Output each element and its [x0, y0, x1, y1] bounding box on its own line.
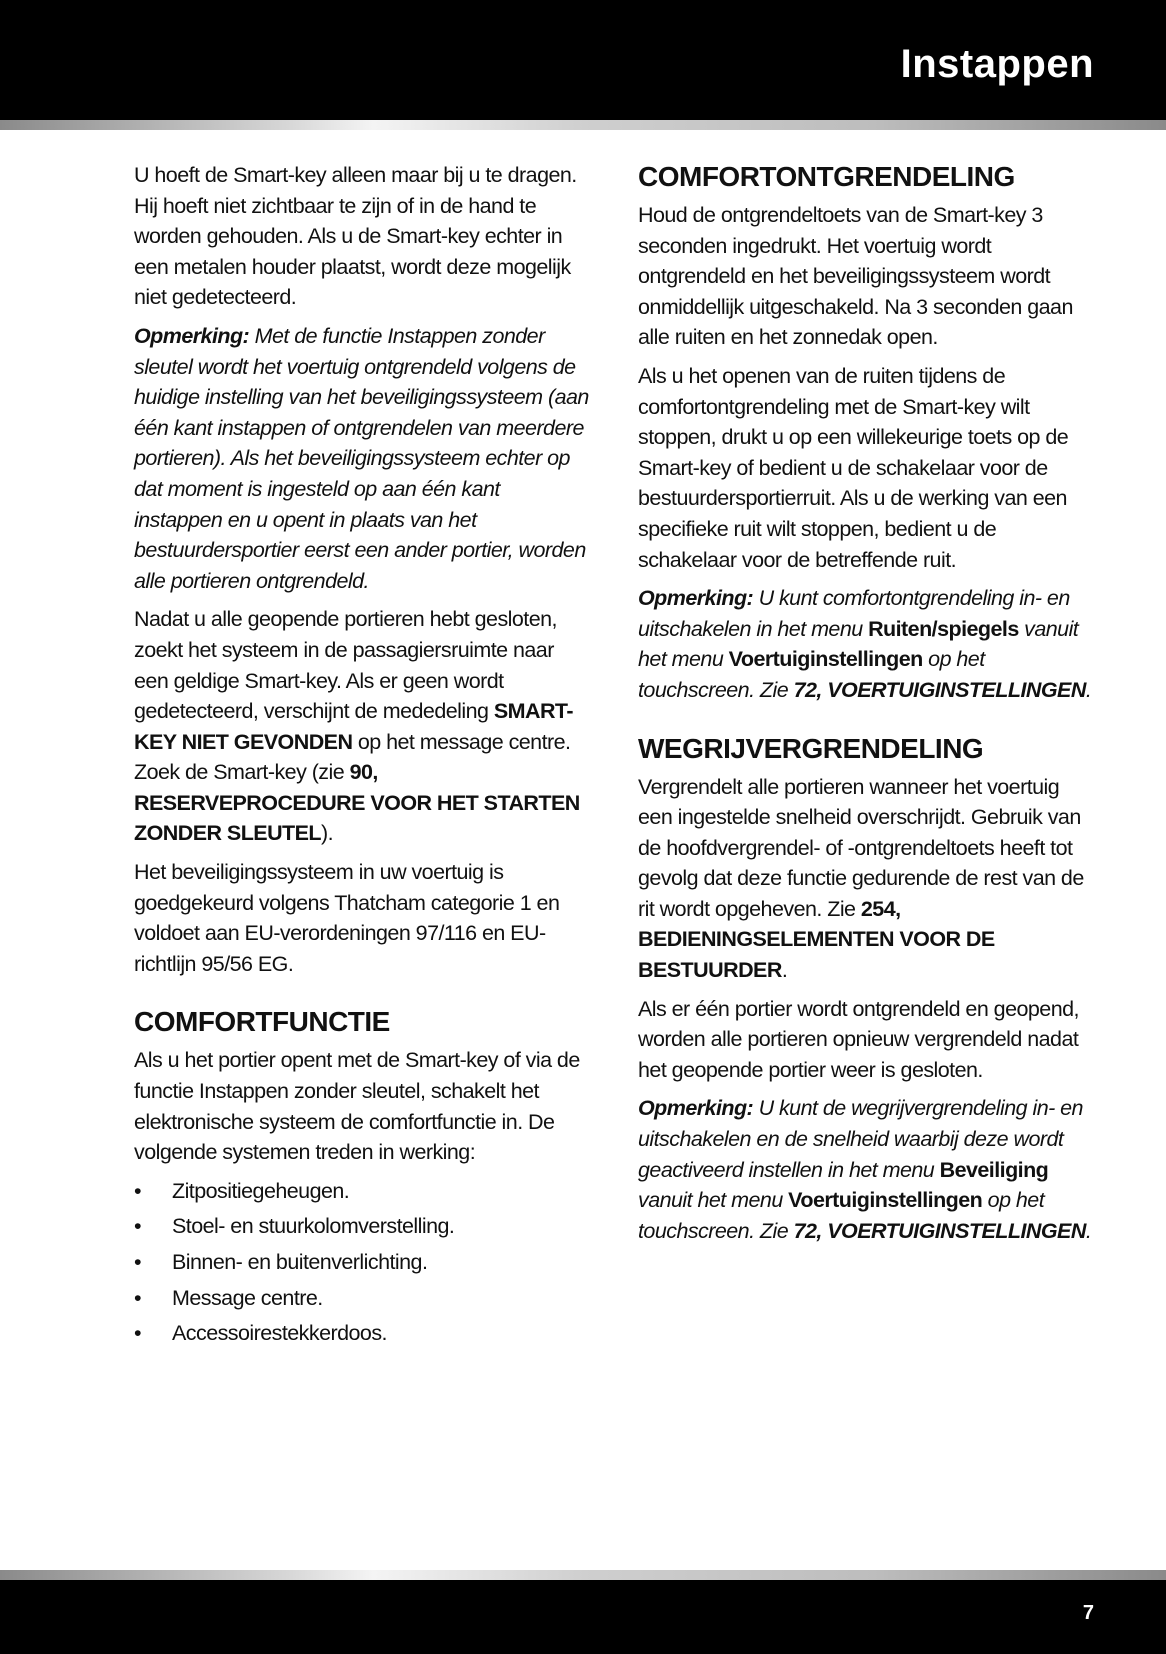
text-run: . — [1085, 677, 1092, 702]
cross-reference-link: 72, VOERTUIGINSTELLINGEN — [793, 677, 1086, 702]
text-run: Als u het openen van de ruiten tijdens de comfortontgrendeling met de Smart-key wilt stoppen, drukt u op een willekeurige toets op de Smart-key of bedient u de schakelaar voor de bestuurdersportierruit. Als u de werking van een specifieke ruit wilt stoppen, bedient u de schakelaar voor de betreffende ruit. — [638, 363, 1069, 572]
list-item: • Zitpositiegeheugen. — [134, 1176, 592, 1207]
paragraph — [638, 772, 1096, 986]
text-run: vanuit het menu — [638, 616, 1079, 672]
text-run: U kunt comfortontgrendeling in- en uitschakelen in het menu — [638, 586, 1070, 641]
left-column — [134, 160, 592, 1354]
section-heading: COMFORTONTGRENDELING — [638, 161, 1015, 192]
text-run: U hoeft de Smart-key alleen maar bij u te dragen. Hij hoeft niet zichtbaar te zijn of in de hand te worden gehouden. Als u de Smart-key echter in een metalen houder plaatst, wordt deze mogelijk niet gedetecteerd. — [134, 163, 577, 310]
text-run: Opmerking: — [638, 1096, 754, 1121]
text-run: Opmerking: — [134, 323, 250, 348]
footer-divider — [0, 1570, 1166, 1580]
text-run: Nadat u alle geopende portieren hebt gesloten, zoekt het systeem in de passagiersruimte naar een geldige Smart-key. Als er geen wordt gedetecteerd, verschijnt de mededeling — [134, 607, 557, 724]
paragraph — [134, 604, 592, 849]
list-item: • Binnen- en buitenverlichting. — [134, 1247, 592, 1278]
bullet-list — [134, 1176, 592, 1349]
text-run: Ruiten/spiegels — [868, 616, 1019, 641]
section-heading: COMFORTFUNCTIE — [134, 1006, 390, 1038]
paragraph — [134, 1045, 592, 1167]
text-run: U kunt de wegrijvergrendeling in- en uitschakelen en de snelheid waarbij deze wordt geactiveerd instellen in het menu — [638, 1096, 1083, 1182]
page-header — [0, 0, 1166, 120]
section-heading: WEGRIJVERGRENDELING — [638, 732, 984, 764]
text-run: op het touchscreen. Zie — [638, 1188, 1045, 1243]
cross-reference-link: 90, RESERVEPROCEDURE VOOR HET STARTEN ZONDER SLEUTEL — [134, 760, 580, 846]
text-run: . — [1085, 1218, 1092, 1243]
text-run: SMART-KEY NIET GEVONDEN — [134, 699, 573, 754]
right-column — [638, 160, 1096, 1254]
text-run: op het message centre. Zoek de Smart-key (zie — [134, 729, 571, 785]
cross-reference-link: 72, VOERTUIGINSTELLINGEN — [793, 1218, 1086, 1243]
text-run: Beveiliging — [939, 1157, 1049, 1182]
text-run: Als u het portier opent met de Smart-key of via de functie Instappen zonder sleutel, schakelt het elektronische systeem de comfortfunctie in. De volgende systemen treden in werking: — [134, 1048, 580, 1165]
paragraph — [638, 200, 1096, 353]
text-run: Voertuiginstellingen — [728, 647, 923, 672]
header-divider — [0, 120, 1166, 130]
text-run: Voertuiginstellingen — [788, 1188, 983, 1213]
paragraph — [134, 321, 592, 596]
text-run: Met de functie Instappen zonder sleutel wordt het voertuig ontgrendeld volgens de huidige instelling van het beveiligingssysteem (aan één kant instappen of ontgrendelen van meerdere portieren). Als het beveiligingssysteem echter op dat moment is ingesteld op aan één kant instappen en u opent in plaats van het bestuurdersportier eerst een ander portier, worden alle portieren ontgrendeld. — [134, 323, 589, 593]
paragraph — [638, 994, 1096, 1086]
list-item: • Message centre. — [134, 1283, 592, 1314]
page-number: 7 — [1082, 1602, 1094, 1624]
text-run: . — [781, 958, 788, 983]
text-run: Houd de ontgrendeltoets van de Smart-key 3 seconden ingedrukt. Het voertuig wordt ontgrendeld en het beveiligingssysteem wordt onmiddellijk uitgeschakeld. Na 3 seconden gaan alle ruiten en het zonnedak open. — [638, 203, 1073, 350]
list-item: • Stoel- en stuurkolomverstelling. — [134, 1211, 592, 1242]
text-run: ). — [321, 821, 334, 846]
paragraph — [638, 583, 1096, 705]
text-run: Het beveiligingssysteem in uw voertuig is goedgekeurd volgens Thatcham categorie 1 en voldoet aan EU-verordeningen 97/116 en EU-richtlijn 95/56 EG. — [134, 860, 560, 976]
page-footer — [0, 1580, 1166, 1654]
paragraph — [638, 1093, 1096, 1246]
paragraph — [638, 361, 1096, 575]
text-run: Als er één portier wordt ontgrendeld en geopend, worden alle portieren opnieuw vergrendeld nadat het geopende portier weer is gesloten. — [638, 996, 1079, 1082]
paragraph — [134, 160, 592, 313]
text-run: op het touchscreen. Zie — [638, 647, 985, 702]
paragraph — [134, 857, 592, 979]
list-item: • Accessoirestekkerdoos. — [134, 1318, 592, 1349]
chapter-title: Instappen — [900, 42, 1094, 86]
text-run: Opmerking: — [638, 586, 754, 611]
cross-reference-link: 254, BEDIENINGSELEMENTEN VOOR DE BESTUURDER — [638, 896, 995, 983]
text-run: Vergrendelt alle portieren wanneer het voertuig een ingestelde snelheid overschrijdt. Gebruik van de hoofdvergrendel- of -ontgrendeltoets heeft tot gevolg dat deze functie gedurende de rest van de rit wordt opgeheven. Zie — [638, 774, 1084, 921]
text-run: vanuit het menu — [638, 1188, 789, 1213]
